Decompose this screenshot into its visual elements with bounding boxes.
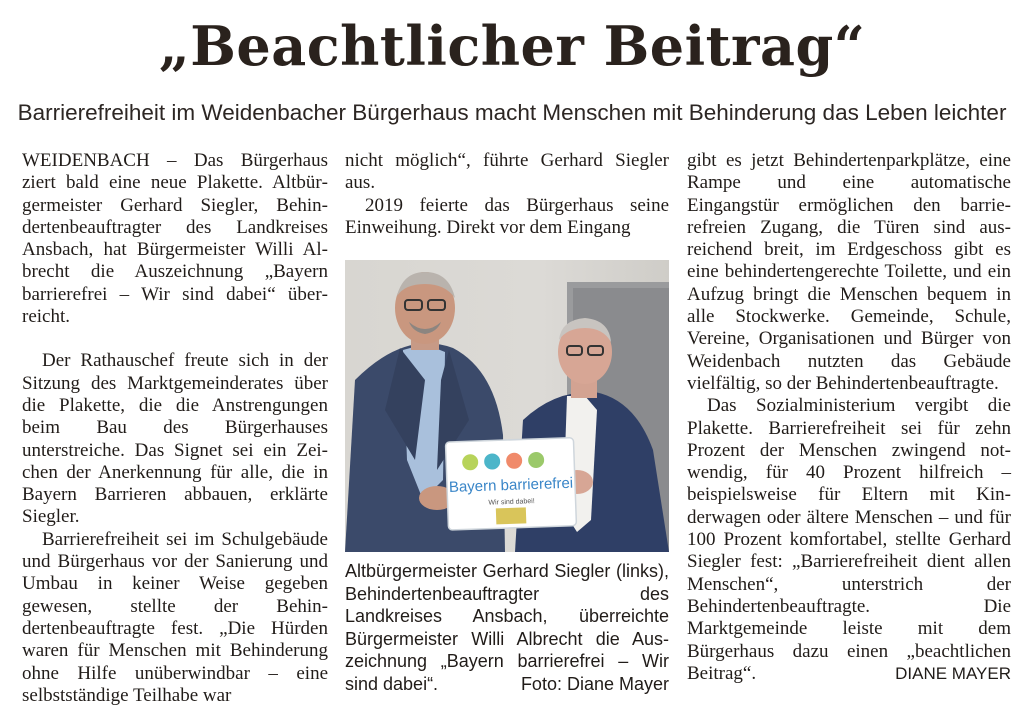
paragraph: Der Rathauschef freute sich in der Sitzung des Marktgemeinderates über die Plakette, die die Anstrengungen beim Bau des Bürgerhauses unterstreiche. Das Signet sei ein Zeichen der Anerkennung für alle, die in Bayern Barrieren abbauen, erklärte Siegler. xyxy=(22,350,328,528)
plaque-subtitle: Wir sind dabei! xyxy=(488,498,535,507)
paragraph: 2019 feierte das Bürgerhaus seine Einweihung. Direkt vor dem Eingang xyxy=(345,194,669,238)
article-photo xyxy=(345,260,669,552)
paragraph: Barrierefreiheit sei im Schulgebäude und Bürgerhaus vor der Sanierung und Umbau in keiner Weise gegeben gewesen, stellte der Behindertenbeauftragte fest. „Die Hürden waren für Menschen mit Behinderung ohne Hilfe unüberwindbar – eine selbstständige Teilhabe war xyxy=(22,528,328,706)
article-column-3 xyxy=(687,150,1011,685)
subheadline: Barrierefreiheit im Weidenbacher Bürgerhaus macht Menschen mit Behinderung das Leben leichter xyxy=(17,100,1007,125)
paragraph: gibt es jetzt Behindertenparkplätze, eine Rampe und eine automatische Eingangstür ermöglichen den barrierefreien Zugang, die Türen sind ausreichend breit, im Erdgeschoss gibt es eine behindertengerechte Toilette, und ein Aufzug bringt die Menschen bequem in alle Stockwerke. Gemeinde, Schule, Vereine, Organisationen und Bürger von Weidenbach nutzten das Gebäude vielfältig, so der Behindertenbeauftragte. xyxy=(687,150,1011,394)
article-column-2 xyxy=(345,150,669,239)
article-column-1 xyxy=(22,150,328,707)
photo-credit: Foto: Diane Mayer xyxy=(520,673,669,694)
paragraph: WEIDENBACH – Das Bürgerhaus ziert bald eine neue Plakette. Altbürgermeister Gerhard Siegler, Behindertenbeauftragter des Landkreises Ansbach, hat Bürgermeister Willi Albrecht die Auszeichnung „Bayern barrierefrei – Wir sind dabei“ überreicht. xyxy=(22,150,328,328)
paragraph xyxy=(687,395,1011,685)
headline: „Beachtlicher Beitrag“ xyxy=(158,14,866,78)
photo-caption xyxy=(345,560,669,695)
paragraph-text: Das Sozialministerium vergibt die Plakette. Barrierefreiheit sei für zehn Prozent der Menschen zwingend notwendig, für 40 Prozent hilfreich – beispielsweise für Eltern mit Kinderwagen oder ältere Menschen – und für 100 Prozent komfortabel, stellte Gerhard Siegler fest: „Barrierefreiheit dient allen Menschen“, unterstrich der Behindertenbeauftragte. Die Marktgemeinde leiste mit dem Bürgerhaus dazu einen „beachtlichen Beitrag“. xyxy=(687,395,1011,684)
bavaria-coat-of-arms-icon xyxy=(496,507,527,524)
paragraph: nicht möglich“, führte Gerhard Siegler aus. xyxy=(345,150,669,194)
plaque-title: Bayern barrierefrei xyxy=(448,474,574,497)
caption-text: Altbürgermeister Gerhard Siegler (links), Behindertenbeauftragter des Landkreises Ansbach, überreichte Bürgermeister Willi Albrecht die Auszeichnung „Bayern barrierefrei – Wir sind dabei“. xyxy=(345,561,669,694)
author-name: DIANE MAYER xyxy=(895,663,1011,683)
